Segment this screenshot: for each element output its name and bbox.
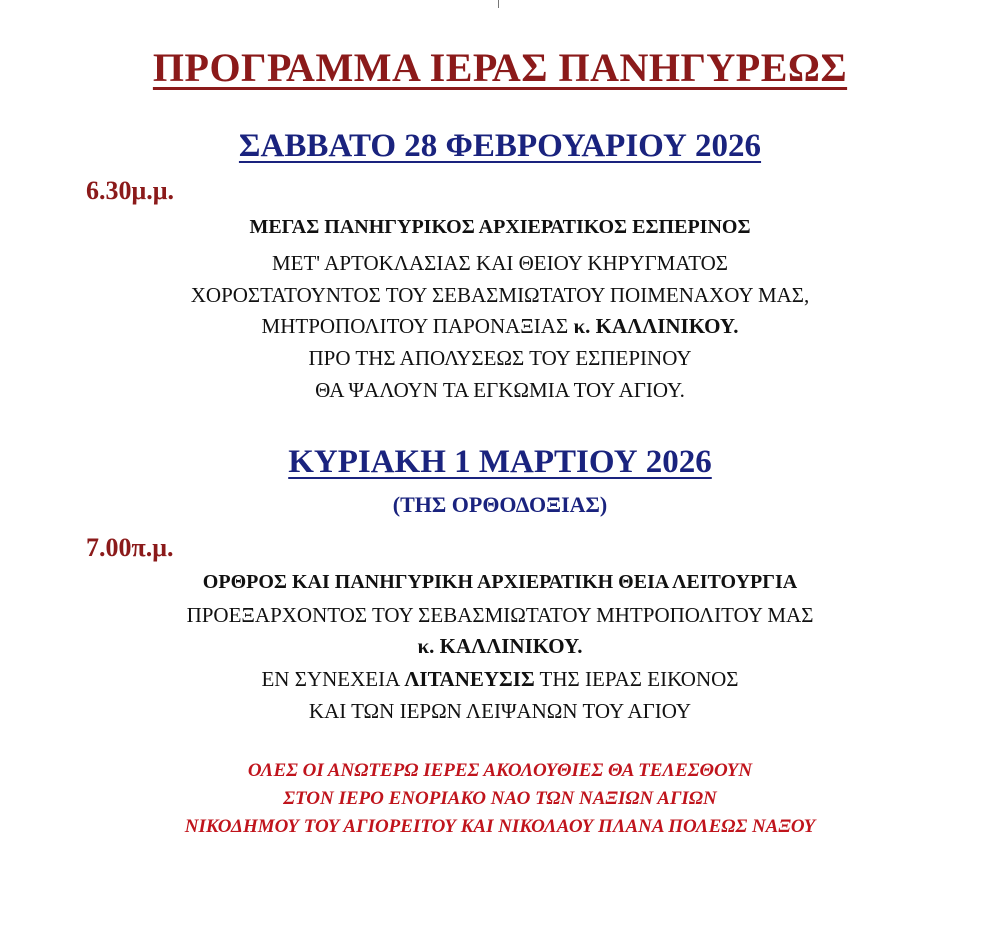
day2-line3 (0, 667, 1000, 692)
day1-line4: ΠΡΟ ΤΗΣ ΑΠΟΛΥΣΕΩΣ ΤΟΥ ΕΣΠΕΡΙΝΟΥ (308, 346, 692, 370)
day2-time: 7.00π.μ. (86, 533, 174, 562)
day2-heading: ΚΥΡΙΑΚΗ 1 ΜΑΡΤΙΟΥ 2026 (288, 444, 712, 480)
note-line1: ΟΛΕΣ ΟΙ ΑΝΩΤΕΡΩ ΙΕΡΕΣ ΑΚΟΛΟΥΘΙΕΣ ΘΑ ΤΕΛΕΣΘΟΥΝ (247, 760, 753, 781)
day1-line3-text: ΜΗΤΡΟΠΟΛΙΤΟΥ ΠΑΡΟΝΑΞΙΑΣ (261, 314, 574, 338)
day1-service: ΜΕΓΑΣ ΠΑΝΗΓΥΡΙΚΟΣ ΑΡΧΙΕΡΑΤΙΚΟΣ ΕΣΠΕΡΙΝΟΣ (249, 216, 751, 238)
day1-time: 6.30μ.μ. (86, 176, 174, 205)
day1-line2: ΧΟΡΟΣΤΑΤΟΥΝΤΟΣ ΤΟΥ ΣΕΒΑΣΜΙΩΤΑΤΟΥ ΠΟΙΜΕΝΑΧΟΥ ΜΑΣ, (190, 283, 810, 307)
day2-line4: ΚΑΙ ΤΩΝ ΙΕΡΩΝ ΛΕΙΨΑΝΩΝ ΤΟΥ ΑΓΙΟΥ (308, 699, 692, 723)
note-line2: ΣΤΟΝ ΙΕΡΟ ΕΝΟΡΙΑΚΟ ΝΑΟ ΤΩΝ ΝΑΞΙΩΝ ΑΓΙΩΝ (283, 788, 717, 809)
day2-line1: ΠΡΟΕΞΑΡΧΟΝΤΟΣ ΤΟΥ ΣΕΒΑΣΜΙΩΤΑΤΟΥ ΜΗΤΡΟΠΟΛΙΤΟΥ ΜΑΣ (186, 603, 814, 627)
note-line3: ΝΙΚΟΔΗΜΟΥ ΤΟΥ ΑΓΙΟΡΕΙΤΟΥ ΚΑΙ ΝΙΚΟΛΑΟΥ ΠΛΑΝΑ ΠΟΛΕΩΣ ΝΑΞΟΥ (184, 816, 816, 837)
day1-line1: ΜΕΤ' ΑΡΤΟΚΛΑΣΙΑΣ ΚΑΙ ΘΕΙΟΥ ΚΗΡΥΓΜΑΤΟΣ (271, 251, 729, 275)
day2-service: ΟΡΘΡΟΣ ΚΑΙ ΠΑΝΗΓΥΡΙΚΗ ΑΡΧΙΕΡΑΤΙΚΗ ΘΕΙΑ ΛΕΙΤΟΥΡΓΙΑ (202, 571, 798, 593)
page-title: ΠΡΟΓΡΑΜΜΑ ΙΕΡΑΣ ΠΑΝΗΓΥΡΕΩΣ (152, 45, 848, 90)
bishop-name: κ. ΚΑΛΛΙΝΙΚΟΥ. (573, 314, 739, 338)
day1-heading: ΣΑΒΒΑΤΟ 28 ΦΕΒΡΟΥΑΡΙΟΥ 2026 (238, 128, 762, 164)
procession-word: ΛΙΤΑΝΕΥΣΙΣ (404, 667, 535, 691)
page-marker (498, 0, 499, 8)
day2-line3-suffix: ΤΗΣ ΙΕΡΑΣ ΕΙΚΟΝΟΣ (534, 667, 739, 691)
bishop-name: κ. ΚΑΛΛΙΝΙΚΟΥ. (417, 634, 583, 658)
day2-subheading: (ΤΗΣ ΟΡΘΟΔΟΞΙΑΣ) (392, 492, 608, 517)
day1-line5: ΘΑ ΨΑΛΟΥΝ ΤΑ ΕΓΚΩΜΙΑ ΤΟΥ ΑΓΙΟΥ. (315, 378, 685, 402)
day2-line2 (0, 634, 1000, 659)
day1-line3 (0, 314, 1000, 339)
day2-line3-prefix: ΕΝ ΣΥΝΕΧΕΙΑ (261, 667, 405, 691)
